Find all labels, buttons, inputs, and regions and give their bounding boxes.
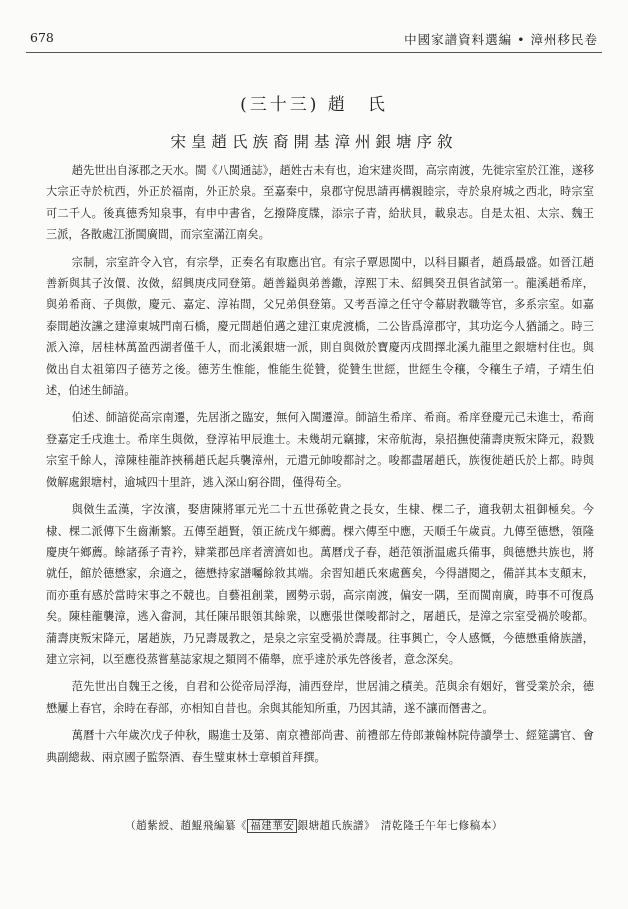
preface-title: 宋皇趙氏族裔開基漳州銀塘序敘 <box>170 133 458 151</box>
footnote-boxed-text: 福建華安 <box>247 819 297 833</box>
paragraph: 伯述、師諳從高宗南遷，先居浙之臨安，無何入閩遷漳。師諳生希庠、希商。希庠登慶元己未進士，希商登嘉定壬戌進士。希庠生與傚，登淳祐甲辰進士。未幾胡元竊據，宋帝航海，泉招撫使蒲壽庚叛宋降元，殺戮宗室千餘人，漳陳桂龍詐挾稱趙氏起兵襲漳州，元遣元帥唆都討之。唆都盡屠趙氏，族復徙趙氏於上都。時與傚解處銀塘村，逾城四十里許，逃入深山窮谷間，僅得苟全。 <box>46 411 594 489</box>
section-title: (三十三) 趙 氏 <box>240 95 388 115</box>
body-text <box>46 160 594 774</box>
page-header <box>26 28 602 53</box>
paragraph: 宗制，宗室許令入官，有宗學，正奏名有取應出官。有宗子覃恩閩中，以科目顯者，趙爲最盛。如晉江趙善新與其子汝儇、汝傚，紹興庚戌同登第。趙善鎰與弟善鏾，淳熙丁未、紹興癸丑俱省試第一。龍溪趙希庠，與弟希商、子與傲，慶元、嘉定、淳祐間，父兄弟俱登第。又考吾漳之任守令幕尉教職等官，多系宗室。如嘉泰間趙汝讜之建漳東城門南石橋，慶元間趙伯邁之建江東虎渡橋，二公皆爲漳郡守，其功迄今人猶誦之。時三派入漳，居桂林萬盈西湖者僅千人，而北溪銀塘一派，則自與傚於寶慶丙戌間擇北溪九龍里之銀塘村住也。與傚出自太祖第四子德芳之後。德芳生惟能，惟能生從贊，從贊生世經，世經生令穰，令穰生子靖，子靖生伯述，伯述生師諳。 <box>46 255 594 398</box>
footnote-prefix: （趙紫綬、趙鯤飛編纂《 <box>125 820 248 832</box>
page-number: 678 <box>30 30 54 45</box>
paragraph: 與傚生孟漢，字汝濱，娶唐陳將軍元光二十五世孫乾貴之長女，生棣、棵二子，適我朝太祖御極矣。今棣、棵二派傳下生齒漸繁。五傳至趙賢，領正統戊午鄉薦。棵六傳至中應，天順壬午歲貢。九傳至德懋，領隆慶庚午鄉薦。餘諸孫子青衿，肄業郡邑庠者濟濟如也。萬曆戊子春，趙范領浙温處兵備事，與德懋共族也，將就任，館於德懋家，余適之，德懋持家譜囑餘敘其端。余習知趙氏來處舊矣，今得譜閱之，備詳其本支顛末，而亦重有感於當時宋事之不競也。自藝祖創業，國勢示弱，高宗南渡，偏安一隅，至而閩南廣，時事不可復爲矣。陳桂龍襲漳，逃入畲洞，其任陳吊眼領其餘衆，以應張世傑唆都討之，屠趙氏，是漳之宗室受禍於唆都。蒲壽庚叛宋降元，屠趙族，乃兄壽晟教之，是泉之宗室受禍於壽晟。往事興亡，令人感慨，今德懋重脩族譜，建立宗祠，以至應役蒸嘗墓誌家規之類罔不備舉，庶乎達於承先啓後者，意念深矣。 <box>46 503 594 666</box>
paragraph: 萬曆十六年歲次戊子仲秋，賜進士及第、南京禮部尚書、前禮部左侍郎兼翰林院侍讀學士、經筵講官、會典副總裁、兩京國子監祭酒、春生璧東林士章頓首拜撰。 <box>46 729 594 764</box>
paragraph: 趙先世出自涿郡之天水。閩《八閩通誌》，趙姓古未有也，迨宋建炎間，高宗南渡，先徙宗室於江淮，遂移大宗正寺於杭西，外正於福南，外正於泉。至嘉秦中，泉郡守倪思請再構親睦宗，寺於泉府城之西北，時宗室可二千人。後真德秀知泉事，有申中書省，乞撥降度牒，添宗子青，給狀貝，載泉志。自是太祖、太宗、魏王三派，各散處江浙閩廣間，而宗室滿江南矣。 <box>46 164 594 242</box>
running-head: 中國家譜資料選編 • 漳州移民卷 <box>404 32 598 47</box>
source-footnote <box>0 818 628 833</box>
paragraph: 范先世出自魏王之後，自君和公從帝局浮海，浦西登岸，世居浦之積美。范與余有姻好，嘗受業於余，德懋屢上春官，余時在春部，亦相知自昔也。余與其能知所重，乃因其請，遂不讓而僭書之。 <box>46 680 594 715</box>
footnote-suffix: 銀塘趙氏族譜》 清乾隆壬午年七修稿本） <box>297 820 503 832</box>
